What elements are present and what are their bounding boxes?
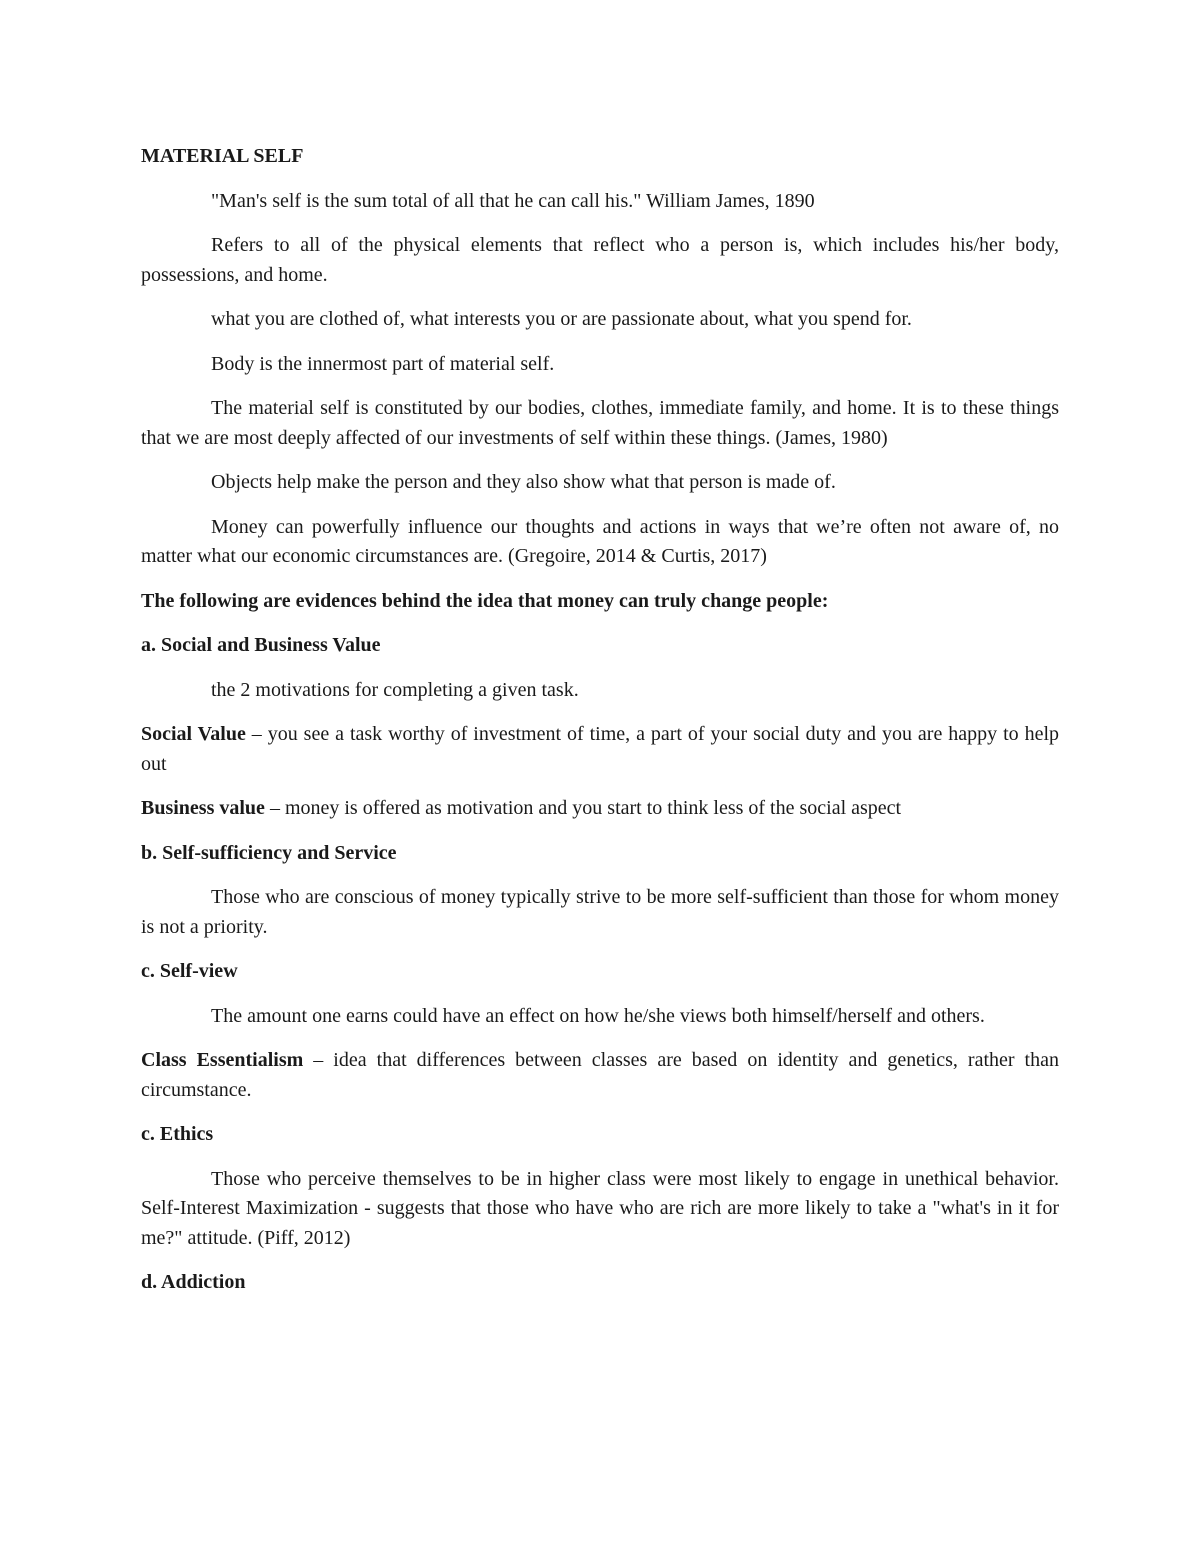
section-d-heading: d. Addiction (141, 1271, 246, 1293)
class-essentialism-term: Class Essentialism (141, 1049, 304, 1071)
section-c-ethics-text: Those who perceive themselves to be in higher class were most likely to engage in unethical behavior. Self-Interest Maximization - suggests that those who have who are rich are more likely to take a "what's in it for me?" attitude. (Piff, 2012) (141, 1167, 1059, 1249)
doc-title: MATERIAL SELF (141, 145, 304, 167)
social-value-paragraph (141, 720, 1059, 779)
money-paragraph: Money can powerfully influence our thoughts and actions in ways that we’re often not aware of, no matter what our economic circumstances are. (Gregoire, 2014 & Curtis, 2017) (141, 515, 1059, 567)
section-c-ethics-heading: c. Ethics (141, 1123, 214, 1145)
clothed-paragraph: what you are clothed of, what interests you or are passionate about, what you spend for. (211, 308, 912, 330)
body-paragraph: Body is the innermost part of material self. (211, 352, 555, 375)
class-essentialism-definition: – idea that differences between classes are based on identity and genetics, rather than circumstance. (141, 1049, 1059, 1101)
document-page (141, 142, 1059, 1313)
section-c-selfview-text: The amount one earns could have an effect on how he/she views both himself/herself and others. (211, 1004, 985, 1027)
objects-paragraph: Objects help make the person and they also show what that person is made of. (211, 471, 836, 493)
social-value-definition: – you see a task worthy of investment of time, a part of your social duty and you are happy to help out (141, 723, 1060, 775)
business-value-definition: – money is offered as motivation and you start to think less of the social aspect (264, 797, 902, 819)
business-value-term: Business value (141, 797, 265, 819)
class-essentialism-paragraph (141, 1046, 1059, 1105)
section-b-text: Those who are conscious of money typically strive to be more self-sufficient than those for whom money is not a priority. (141, 886, 1059, 938)
section-c-selfview-heading: c. Self-view (141, 960, 238, 982)
constituted-paragraph: The material self is constituted by our bodies, clothes, immediate family, and home. It is to these things that we are most deeply affected of our investments of self within these things. (James, 1980) (141, 397, 1059, 449)
quote-paragraph: "Man's self is the sum total of all that he can call his." William James, 1890 (211, 189, 815, 212)
section-a-intro: the 2 motivations for completing a given task. (211, 678, 579, 701)
evidences-heading: The following are evidences behind the idea that money can truly change people: (141, 589, 829, 612)
refers-paragraph: Refers to all of the physical elements that reflect who a person is, which includes his/her body, possessions, and home. (141, 234, 1059, 286)
business-value-paragraph (141, 794, 1059, 824)
section-b-heading: b. Self-sufficiency and Service (141, 841, 397, 864)
section-a-heading: a. Social and Business Value (141, 634, 381, 656)
social-value-term: Social Value (141, 723, 246, 745)
